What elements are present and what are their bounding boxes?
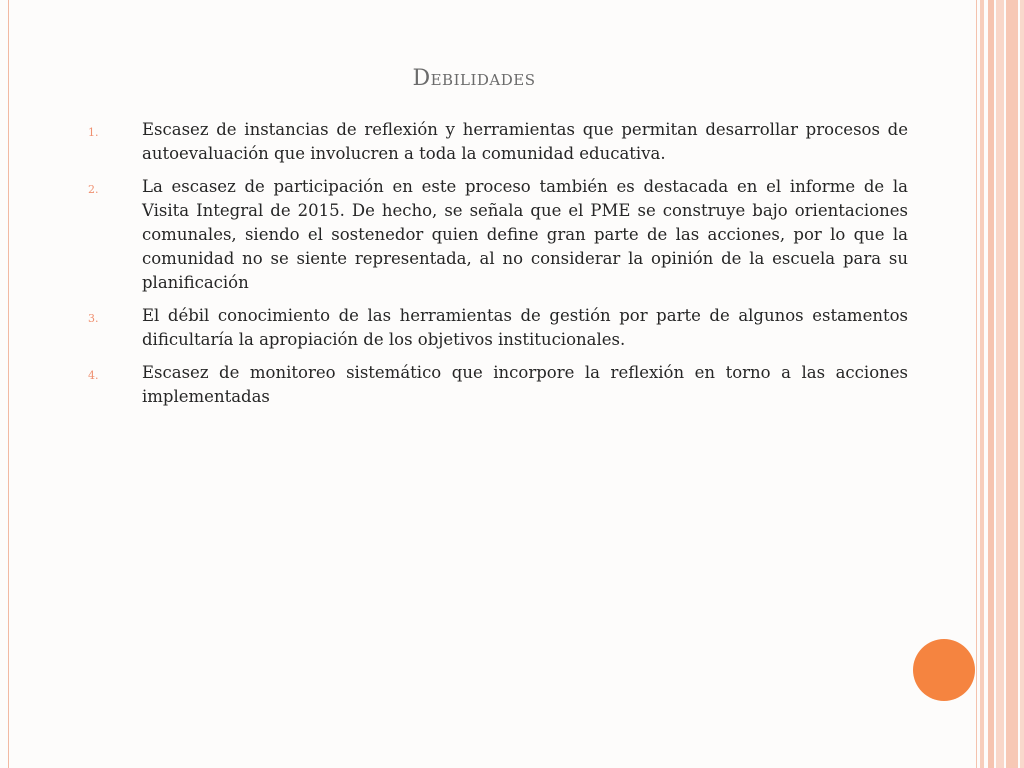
list-item-number: 1.: [88, 126, 99, 139]
list-item-text: La escasez de participación en este proceso también es destacada en el informe de la Visita Integral de 2015. De hecho, se señala que el PME se construye bajo orientaciones comunales, siendo el sostenedor quien define gran parte de las acciones, por lo que la comunidad no se siente representada, al no considerar la opinión de la escuela para su planificación: [142, 177, 908, 292]
list-item-text: El débil conocimiento de las herramientas de gestión por parte de algunos estamentos dificultaría la apropiación de los objetivos institucionales.: [142, 306, 908, 349]
list-item-number: 4.: [88, 369, 99, 382]
list-item: [88, 118, 908, 166]
decorative-stripe: [988, 0, 994, 768]
list-item: [88, 361, 908, 409]
decorative-stripe: [976, 0, 977, 768]
list-item: [88, 175, 908, 295]
decorative-stripe: [980, 0, 984, 768]
list-item-number: 2.: [88, 183, 99, 196]
list-item: [88, 304, 908, 352]
decorative-circle: [913, 639, 975, 701]
left-border-line: [8, 0, 9, 768]
list-item-text: Escasez de instancias de reflexión y herramientas que permitan desarrollar procesos de autoevaluación que involucren a toda la comunidad educativa.: [142, 120, 908, 163]
decorative-stripe: [996, 0, 1004, 768]
list-item-text: Escasez de monitoreo sistemático que incorpore la reflexión en torno a las acciones implementadas: [142, 363, 908, 406]
weakness-list: [88, 118, 908, 418]
slide-title: Debilidades: [412, 66, 536, 91]
list-item-number: 3.: [88, 312, 99, 325]
decorative-stripe: [1020, 0, 1024, 768]
decorative-stripe: [1006, 0, 1018, 768]
